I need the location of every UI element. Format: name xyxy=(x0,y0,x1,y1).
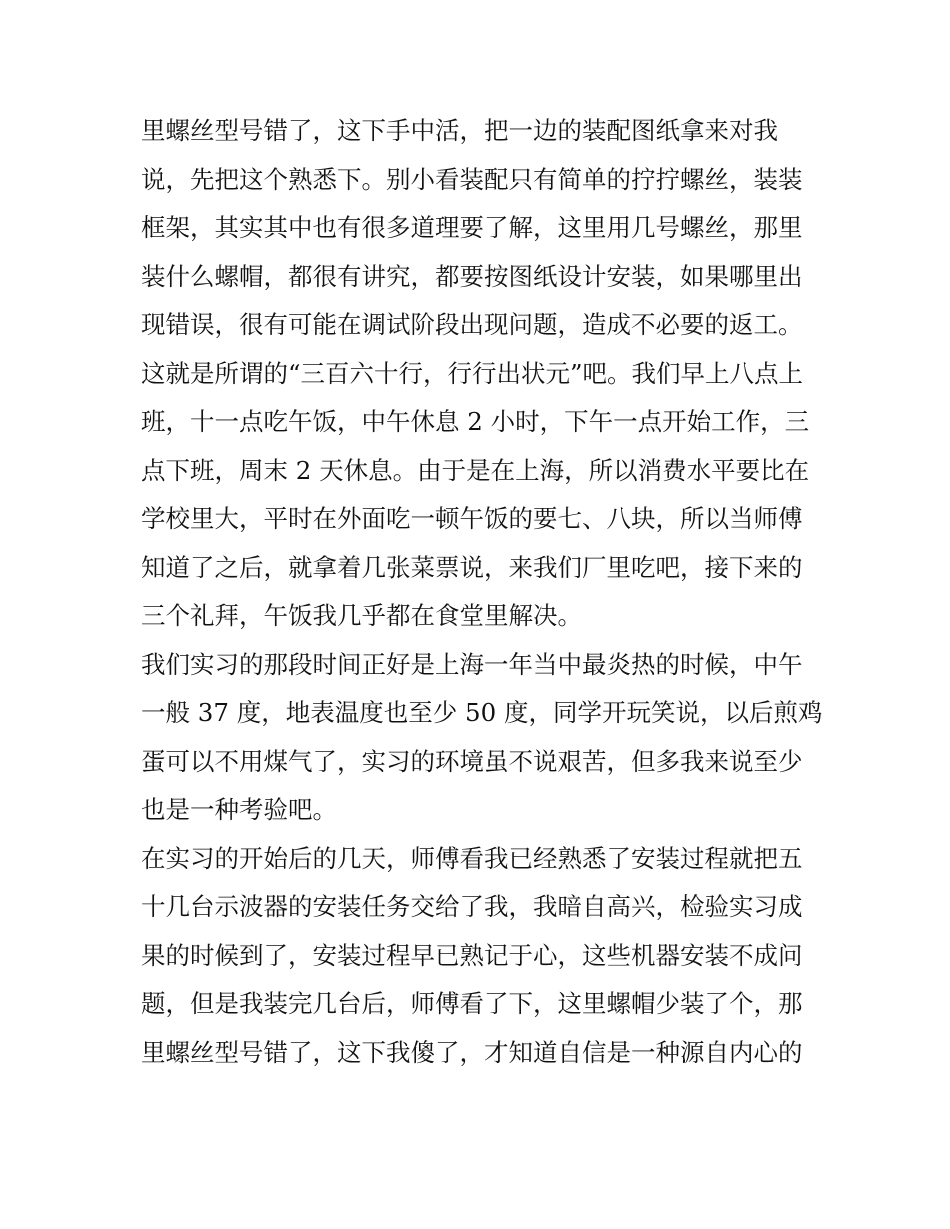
text-line: 装什么螺帽，都很有讲究，都要按图纸设计安装，如果哪里出 xyxy=(141,261,803,291)
text-line: 在实习的开始后的几天，师傅看我已经熟悉了安装过程就把五 xyxy=(141,843,803,873)
paragraph-2 xyxy=(141,641,821,835)
text-line: 里螺丝型号错了，这下我傻了，才知道自信是一种源自内心的 xyxy=(141,1037,803,1067)
text-line: 框架，其实其中也有很多道理要了解，这里用几号螺丝，那里 xyxy=(141,213,803,242)
text-line: 知道了之后，就拿着几张菜票说，来我们厂里吃吧，接下来的 xyxy=(141,552,803,582)
text-line: 班，十一点吃午饭，中午休息 2 小时，下午一点开始工作，三 xyxy=(141,407,810,436)
text-line: 现错误，很有可能在调试阶段出现问题，造成不必要的返工。 xyxy=(141,310,803,339)
text-line: 点下班，周末 2 天休息。由于是在上海，所以消费水平要比在 xyxy=(141,455,810,485)
text-line: 果的时候到了，安装过程早已熟记于心，这些机器安装不成问 xyxy=(141,940,803,970)
text-line: 一般 37 度，地表温度也至少 50 度，同学开玩笑说，以后煎鸡 xyxy=(141,698,823,727)
text-line: 三个礼拜，午饭我几乎都在食堂里解决。 xyxy=(141,601,582,630)
text-line: 这就是所谓的“三百六十行，行行出状元”吧。我们早上八点上 xyxy=(141,358,804,388)
text-line: 题，但是我装完几台后，师傅看了下，这里螺帽少装了个，那 xyxy=(141,989,803,1018)
text-line: 说，先把这个熟悉下。别小看装配只有简单的拧拧螺丝，装装 xyxy=(141,164,803,194)
paragraph-3 xyxy=(141,835,821,1078)
body-text xyxy=(141,107,821,1077)
paragraph-1 xyxy=(141,107,821,641)
text-line: 里螺丝型号错了，这下手中活，把一边的装配图纸拿来对我 xyxy=(141,116,778,145)
text-line: 十几台示波器的安装任务交给了我，我暗自高兴，检验实习成 xyxy=(141,892,803,921)
text-line: 我们实习的那段时间正好是上海一年当中最炎热的时候，中午 xyxy=(141,649,803,679)
text-line: 学校里大，平时在外面吃一顿午饭的要七、八块，所以当师傅 xyxy=(141,504,803,533)
text-line: 蛋可以不用煤气了，实习的环境虽不说艰苦，但多我来说至少 xyxy=(141,746,803,776)
text-line: 也是一种考验吧。 xyxy=(141,795,337,824)
